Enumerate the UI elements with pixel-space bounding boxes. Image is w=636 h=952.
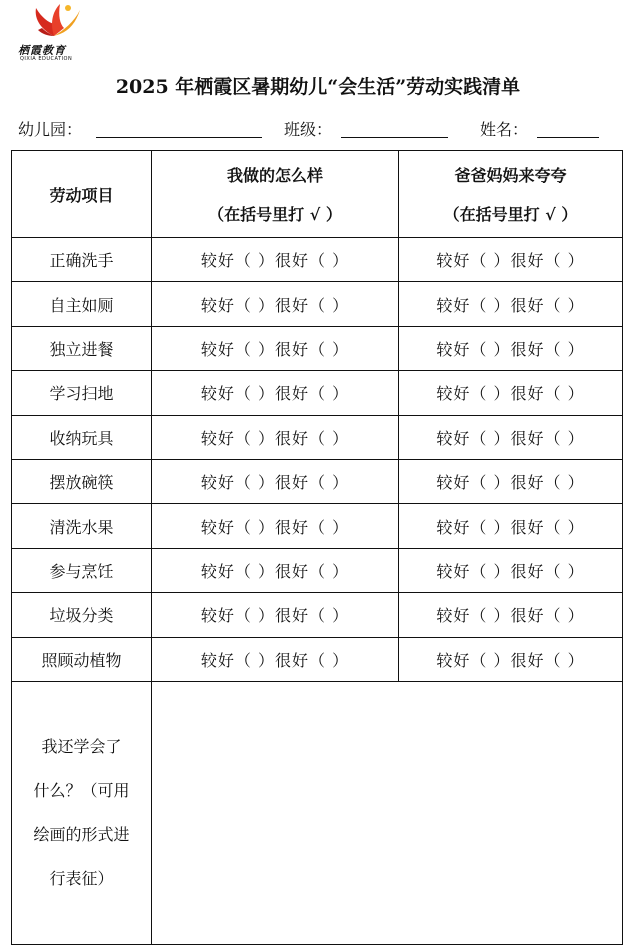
table-row [12,459,623,503]
table-header-row [12,151,623,238]
name-label: 姓名： [480,120,529,139]
self-rating-choice[interactable]: 较好（ ）很好（ ） [152,238,399,282]
parent-rating-choice[interactable]: 较好（ ）很好（ ） [399,371,623,415]
logo-english-text: QIXIA EDUCATION [20,56,73,62]
question-line-2: 什么？（可用 [33,780,130,800]
parent-rating-choice[interactable]: 较好（ ）很好（ ） [399,282,623,326]
logo [14,0,94,66]
parent-rating-choice[interactable]: 较好（ ）很好（ ） [399,548,623,592]
labor-item-label: 照顾动植物 [12,637,152,681]
header-parents-sub: （在括号里打 √ ） [443,205,578,224]
self-rating-choice[interactable]: 较好（ ）很好（ ） [152,326,399,370]
labor-item-label: 参与烹饪 [12,548,152,592]
self-rating-choice[interactable]: 较好（ ）很好（ ） [152,504,399,548]
self-rating-choice[interactable]: 较好（ ）很好（ ） [152,637,399,681]
header-parents [399,151,623,238]
parent-rating-choice[interactable]: 较好（ ）很好（ ） [399,637,623,681]
table-row [12,326,623,370]
table-row [12,504,623,548]
header-parents-title: 爸爸妈妈来夸夸 [454,166,567,185]
logo-chinese-text: 栖霞教育 [18,44,66,57]
parent-rating-choice[interactable]: 较好（ ）很好（ ） [399,459,623,503]
phoenix-logo-icon [24,0,84,40]
class-field[interactable] [341,137,448,138]
question-line-1: 我还学会了 [41,736,122,756]
header-self-title: 我做的怎么样 [226,166,323,185]
labor-item-label: 摆放碗筷 [12,459,152,503]
kindergarten-label: 幼儿园： [18,120,83,139]
self-rating-choice[interactable]: 较好（ ）很好（ ） [152,593,399,637]
question-cell [12,681,152,944]
labor-checklist-table [11,150,623,945]
labor-item-label: 学习扫地 [12,371,152,415]
labor-item-label: 正确洗手 [12,238,152,282]
self-rating-choice[interactable]: 较好（ ）很好（ ） [152,415,399,459]
self-rating-choice[interactable]: 较好（ ）很好（ ） [152,282,399,326]
page-title: 2025 年栖霞区暑期幼儿“会生活”劳动实践清单 [115,76,521,98]
table-row [12,415,623,459]
table-row [12,371,623,415]
table-row [12,593,623,637]
table-row [12,238,623,282]
parent-rating-choice[interactable]: 较好（ ）很好（ ） [399,504,623,548]
self-rating-choice[interactable]: 较好（ ）很好（ ） [152,548,399,592]
table-row [12,637,623,681]
question-row [12,681,623,944]
kindergarten-field[interactable] [96,137,262,138]
labor-item-label: 收纳玩具 [12,415,152,459]
labor-item-label: 自主如厕 [12,282,152,326]
question-line-3: 绘画的形式进 [33,824,130,844]
parent-rating-choice[interactable]: 较好（ ）很好（ ） [399,238,623,282]
drawing-area[interactable] [152,681,623,944]
table-row [12,548,623,592]
parent-rating-choice[interactable]: 较好（ ）很好（ ） [399,593,623,637]
header-self-sub: （在括号里打 √ ） [208,205,342,224]
class-label: 班级： [284,120,333,139]
parent-rating-choice[interactable]: 较好（ ）很好（ ） [399,415,623,459]
table-row [12,282,623,326]
labor-item-label: 垃圾分类 [12,593,152,637]
parent-rating-choice[interactable]: 较好（ ）很好（ ） [399,326,623,370]
name-field[interactable] [537,137,599,138]
labor-item-label: 独立进餐 [12,326,152,370]
header-item: 劳动项目 [12,151,152,238]
question-line-4: 行表征） [49,868,114,888]
self-rating-choice[interactable]: 较好（ ）很好（ ） [152,459,399,503]
header-self [152,151,399,238]
labor-item-label: 清洗水果 [12,504,152,548]
self-rating-choice[interactable]: 较好（ ）很好（ ） [152,371,399,415]
